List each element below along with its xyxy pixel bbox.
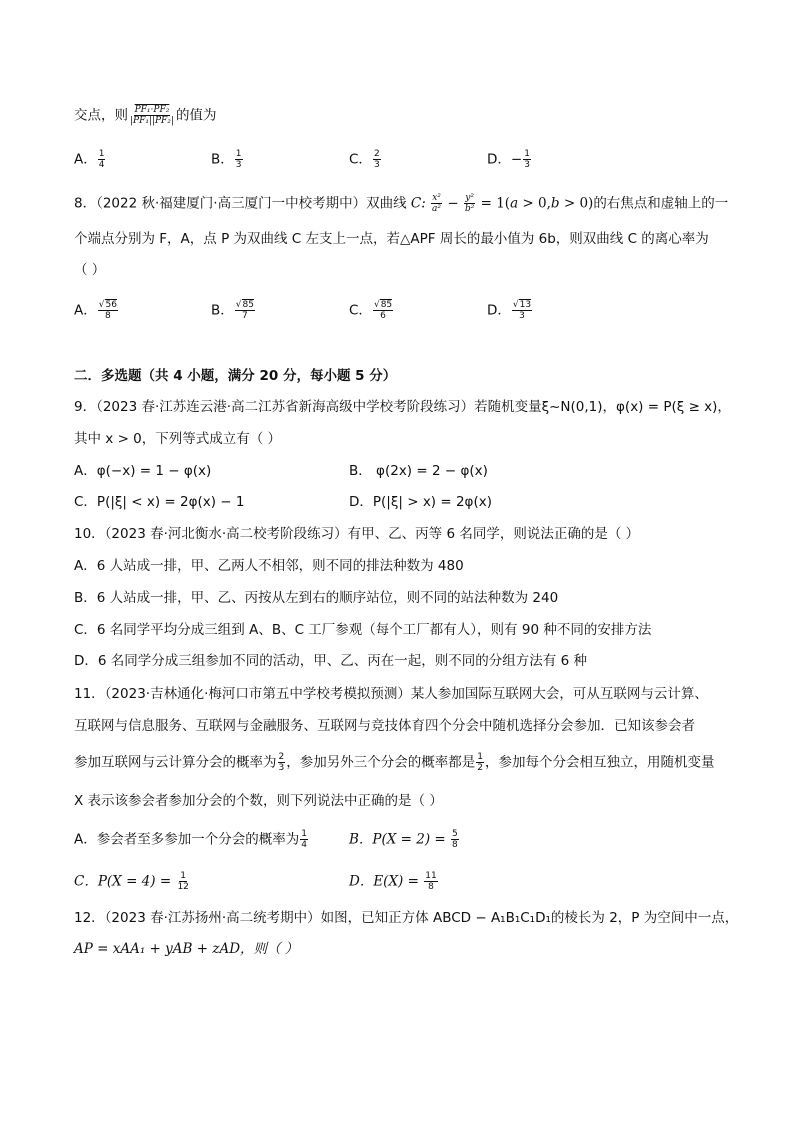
q11-source: （2023·吉林通化·梅河口市第五中学校考模拟预测） bbox=[104, 686, 411, 702]
q10-option-a[interactable]: A．6 人站成一排，甲、乙两人不相邻，则不同的排法种数为 480 bbox=[74, 558, 464, 574]
q7-text-suffix: 的值为 bbox=[175, 107, 217, 124]
q11-option-d[interactable]: D．E(X) = $\frac{11}{8}$ bbox=[349, 871, 437, 892]
q11-stem-line2: 互联网与信息服务、互联网与金融服务、互联网与竞技体育四个分会中随机选择分会参加．已知该参会者 bbox=[74, 718, 695, 734]
q7-option-d[interactable]: D．− $\frac{1}{3}$ bbox=[487, 149, 530, 170]
q10-stem: 10．（2023 春·河北衡水·高二校考阶段练习）有甲、乙、丙等 6 名同学，则说法正确的是（ ） bbox=[74, 526, 640, 542]
q11-option-b[interactable]: B．P(X = 2) = $\frac{5}{8}$ bbox=[349, 829, 458, 850]
q8-x2-frac: $\frac{\text{x²}}{\text{a²}}$ bbox=[432, 193, 442, 214]
q8-y2-frac: $\frac{\text{y²}}{\text{b²}}$ bbox=[464, 193, 475, 214]
q10-option-b[interactable]: B．6 人站成一排，甲、乙、丙按从左到右的顺序站位，则不同的站法种数为 240 bbox=[74, 590, 559, 606]
q7-option-b[interactable]: B． $\frac{1}{3}$ bbox=[211, 149, 242, 170]
q8-option-a[interactable]: A． $\frac{√56}{8}$ bbox=[74, 300, 117, 321]
q9-option-a[interactable]: A．φ(−x) = 1 − φ(x) bbox=[74, 463, 212, 479]
q11-option-c[interactable]: C．P(X = 4) = $\frac{1}{12}$ bbox=[74, 871, 189, 892]
q11-prob-half: $\frac{1}{2}$ bbox=[477, 752, 483, 773]
q8-stem-line1: 8．（2022 秋·福建厦门·高三厦门一中校考期中）双曲线 C: $\frac{\text{x²}}{\text{a²}}$ − $\frac{\text{y²}}{\text{b²}}$ = 1(a > 0,b > 0)的右焦点和虚轴上的一 bbox=[74, 193, 729, 214]
section-heading: 二．多选题（共 4 小题，满分 20 分，每小题 5 分） bbox=[74, 368, 397, 384]
q8-option-c[interactable]: C． $\frac{√85}{6}$ bbox=[349, 300, 393, 321]
q12-stem-line2: AP = xAA₁ + yAB + zAD，则（ ） bbox=[74, 941, 299, 957]
q11-prob-two-thirds: $\frac{2}{3}$ bbox=[278, 752, 285, 773]
q9-option-d[interactable]: D．P(|ξ| > x) = 2φ(x) bbox=[349, 494, 492, 510]
q7-fraction: $\frac{\text{PF₁·PF₂}}{\text{|PF₁||PF₂|}}$ bbox=[130, 105, 174, 126]
q8-stem-line2: 个端点分别为 F，A，点 P 为双曲线 C 左支上一点，若△APF 周长的最小值为 6b，则双曲线 C 的离心率为 bbox=[74, 231, 709, 247]
q10-option-c[interactable]: C．6 名同学平均分成三组到 A、B、C 工厂参观（每个工厂都有人），则有 90 种不同的安排方法 bbox=[74, 622, 652, 638]
q7-option-a[interactable]: A． $\frac{1}{4}$ bbox=[74, 149, 105, 170]
q9-number: 9． bbox=[74, 399, 97, 415]
q8-option-d[interactable]: D． $\frac{√13}{3}$ bbox=[487, 300, 532, 321]
q7-text: 交点，则 bbox=[74, 107, 128, 124]
q11-stem-line4: X 表示该参会者参加分会的个数，则下列说法中正确的是（ ） bbox=[74, 793, 443, 809]
q9-stem-line1: 9．（2023 春·江苏连云港·高二江苏省新海高级中学校考阶段练习）若随机变量ξ~N(0,1)，φ(x) = P(ξ ≥ x)， bbox=[74, 399, 731, 415]
q8-source: （2022 秋·福建厦门·高三厦门一中校考期中） bbox=[96, 195, 367, 212]
q8-number: 8． bbox=[74, 195, 97, 212]
q7-option-c[interactable]: C． $\frac{2}{3}$ bbox=[349, 149, 380, 170]
q9-option-b[interactable]: B． φ(2x) = 2 − φ(x) bbox=[349, 463, 488, 479]
q12-stem-line1: 12．（2023 春·江苏扬州·高二统考期中）如图，已知正方体 ABCD − A₁B₁C₁D₁的棱长为 2，P 为空间中一点， bbox=[74, 910, 739, 926]
q9-stem-line2: 其中 x > 0，下列等式成立有（ ） bbox=[74, 431, 282, 447]
q11-option-a[interactable]: A．参会者至多参加一个分会的概率为 $\frac{1}{4}$ bbox=[74, 829, 307, 850]
q11-number: 11． bbox=[74, 686, 105, 702]
q8-stem-line3: （ ） bbox=[74, 262, 106, 278]
q9-option-c[interactable]: C．P(|ξ| < x) = 2φ(x) − 1 bbox=[74, 494, 245, 510]
q11-stem-line1: 11．（2023·吉林通化·梅河口市第五中学校考模拟预测）某人参加国际互联网大会，可从互联网与云计算、 bbox=[74, 686, 708, 702]
q8-option-b[interactable]: B． $\frac{√85}{7}$ bbox=[211, 300, 254, 321]
q10-number: 10． bbox=[74, 526, 105, 542]
q9-source: （2023 春·江苏连云港·高二江苏省新海高级中学校考阶段练习） bbox=[96, 399, 475, 415]
q10-option-d[interactable]: D．6 名同学分成三组参加不同的活动，甲、乙、丙在一起，则不同的分组方法有 6 种 bbox=[74, 653, 587, 669]
q12-number: 12． bbox=[74, 910, 105, 926]
q11-stem-line3: 参加互联网与云计算分会的概率为 $\frac{2}{3}$ ，参加另外三个分会的概率都是 $\frac{1}{2}$ ，参加每个分会相互独立，用随机变量 bbox=[74, 752, 715, 773]
q10-source: （2023 春·河北衡水·高二校考阶段练习） bbox=[104, 526, 348, 542]
q7-stem-continuation bbox=[74, 105, 733, 126]
q12-source: （2023 春·江苏扬州·高二统考期中） bbox=[104, 910, 321, 926]
